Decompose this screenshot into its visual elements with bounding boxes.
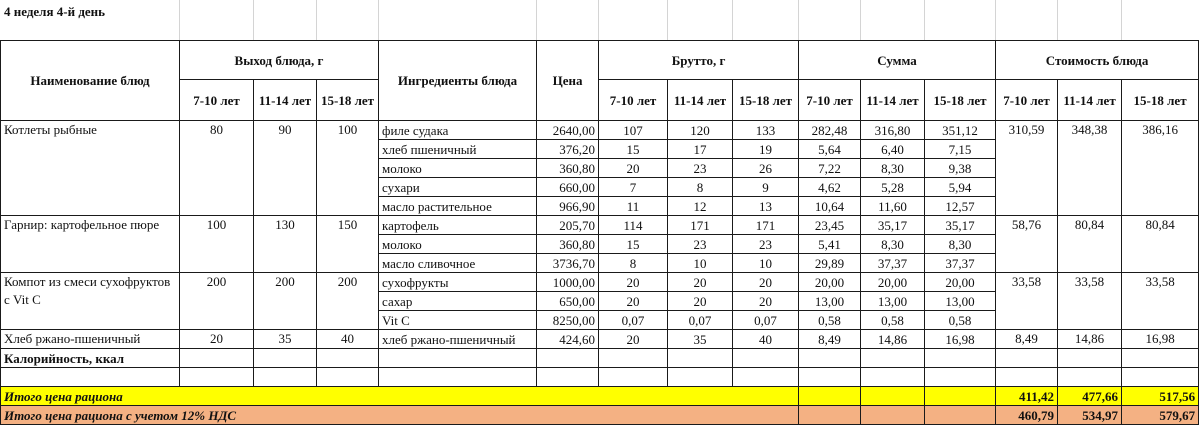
ingredient-price: 1000,00 [537,273,599,292]
dish-name: Котлеты рыбные [1,121,180,216]
calories-label: Калорийность, ккал [1,349,180,368]
brutto-value: 133 [733,121,799,140]
dish-name: Гарнир: картофельное пюре [1,216,180,273]
dish-cost: 310,59 [996,121,1058,216]
sum-value: 11,60 [861,197,925,216]
brutto-value: 20 [733,273,799,292]
header-age-15-18: 15-18 лет [925,80,996,121]
sum-value: 13,00 [861,292,925,311]
ingredient-name: филе судака [379,121,537,140]
dish-yield: 20 [180,330,254,349]
ingredient-price: 360,80 [537,159,599,178]
sum-value: 23,45 [799,216,861,235]
ingredient-name: хлеб ржано-пшеничный [379,330,537,349]
ingredient-price: 205,70 [537,216,599,235]
total-vat-label: Итого цена рациона с учетом 12% НДС [1,406,799,425]
ingredient-price: 3736,70 [537,254,599,273]
ingredient-name: картофель [379,216,537,235]
brutto-value: 20 [733,292,799,311]
total-row [1,387,1199,406]
brutto-value: 114 [599,216,668,235]
header-yield: Выход блюда, г [180,41,379,80]
empty-row [1,368,1199,387]
brutto-value: 15 [599,235,668,254]
brutto-value: 10 [668,254,733,273]
ingredient-price: 360,80 [537,235,599,254]
sum-value: 351,12 [925,121,996,140]
ingredient-name: сахар [379,292,537,311]
header-age-11-14: 11-14 лет [254,80,317,121]
header-dish-name: Наименование блюд [1,41,180,121]
menu-cost-table [0,40,1199,425]
ingredient-price: 424,60 [537,330,599,349]
sum-value: 5,41 [799,235,861,254]
sum-value: 20,00 [861,273,925,292]
sum-value: 9,38 [925,159,996,178]
sum-value: 20,00 [799,273,861,292]
sum-value: 35,17 [861,216,925,235]
brutto-value: 20 [599,159,668,178]
sum-value: 5,94 [925,178,996,197]
sum-value: 7,22 [799,159,861,178]
ingredient-price: 8250,00 [537,311,599,330]
dish-cost: 348,38 [1058,121,1122,216]
total-label: Итого цена рациона [1,387,799,406]
sum-value: 5,28 [861,178,925,197]
ingredient-name: сухари [379,178,537,197]
brutto-value: 23 [668,235,733,254]
table-body [1,121,1199,349]
brutto-value: 9 [733,178,799,197]
brutto-value: 8 [668,178,733,197]
ingredient-name: молоко [379,159,537,178]
sum-value: 282,48 [799,121,861,140]
sum-value: 0,58 [861,311,925,330]
brutto-value: 23 [733,235,799,254]
dish-yield: 80 [180,121,254,216]
brutto-value: 17 [668,140,733,159]
dish-cost: 80,84 [1122,216,1199,273]
brutto-value: 10 [733,254,799,273]
ingredient-name: Vit C [379,311,537,330]
dish-yield: 200 [180,273,254,330]
dish-cost: 33,58 [1058,273,1122,330]
header-age-7-10: 7-10 лет [996,80,1058,121]
sum-value: 8,30 [861,159,925,178]
header-cost: Стоимость блюда [996,41,1199,80]
brutto-value: 20 [599,330,668,349]
brutto-value: 107 [599,121,668,140]
table-row [1,330,1199,349]
brutto-value: 23 [668,159,733,178]
sum-value: 10,64 [799,197,861,216]
total-vat-value-11-14: 534,97 [1058,406,1122,425]
sum-value: 8,30 [861,235,925,254]
brutto-value: 171 [733,216,799,235]
brutto-value: 12 [668,197,733,216]
sum-value: 316,80 [861,121,925,140]
table-row [1,273,1199,292]
brutto-value: 20 [599,292,668,311]
dish-yield: 40 [317,330,379,349]
header-price: Цена [537,41,599,121]
dish-name: Хлеб ржано-пшеничный [1,330,180,349]
brutto-value: 8 [599,254,668,273]
brutto-value: 0,07 [733,311,799,330]
brutto-value: 19 [733,140,799,159]
sum-value: 35,17 [925,216,996,235]
ingredient-name: масло сливочное [379,254,537,273]
sum-value: 7,15 [925,140,996,159]
brutto-value: 20 [668,273,733,292]
sum-value: 37,37 [861,254,925,273]
total-vat-row [1,406,1199,425]
ingredient-name: сухофрукты [379,273,537,292]
brutto-value: 171 [668,216,733,235]
dish-yield: 90 [254,121,317,216]
dish-cost: 33,58 [996,273,1058,330]
brutto-value: 20 [599,273,668,292]
sum-value: 8,49 [799,330,861,349]
sum-value: 5,64 [799,140,861,159]
sum-value: 16,98 [925,330,996,349]
dish-yield: 150 [317,216,379,273]
brutto-value: 20 [668,292,733,311]
sum-value: 6,40 [861,140,925,159]
dish-yield: 100 [180,216,254,273]
total-vat-value-7-10: 460,79 [996,406,1058,425]
sum-value: 14,86 [861,330,925,349]
ingredient-price: 2640,00 [537,121,599,140]
brutto-value: 120 [668,121,733,140]
dish-cost: 14,86 [1058,330,1122,349]
sum-value: 20,00 [925,273,996,292]
ingredient-name: хлеб пшеничный [379,140,537,159]
ingredient-price: 966,90 [537,197,599,216]
header-age-7-10: 7-10 лет [599,80,668,121]
ingredient-price: 660,00 [537,178,599,197]
brutto-value: 7 [599,178,668,197]
total-value-15-18: 517,56 [1122,387,1199,406]
sum-value: 4,62 [799,178,861,197]
table-row [1,216,1199,235]
header-age-11-14: 11-14 лет [668,80,733,121]
sum-value: 0,58 [799,311,861,330]
dish-yield: 130 [254,216,317,273]
dish-cost: 8,49 [996,330,1058,349]
dish-cost: 16,98 [1122,330,1199,349]
sum-value: 0,58 [925,311,996,330]
dish-yield: 200 [254,273,317,330]
header-age-7-10: 7-10 лет [799,80,861,121]
ingredient-price: 376,20 [537,140,599,159]
brutto-value: 0,07 [668,311,733,330]
header-age-15-18: 15-18 лет [1122,80,1199,121]
header-age-7-10: 7-10 лет [180,80,254,121]
total-value-11-14: 477,66 [1058,387,1122,406]
sum-value: 13,00 [925,292,996,311]
ingredient-name: масло растительное [379,197,537,216]
header-age-15-18: 15-18 лет [733,80,799,121]
dish-cost: 58,76 [996,216,1058,273]
total-value-7-10: 411,42 [996,387,1058,406]
header-age-11-14: 11-14 лет [861,80,925,121]
dish-cost: 80,84 [1058,216,1122,273]
dish-cost: 33,58 [1122,273,1199,330]
header-brutto: Брутто, г [599,41,799,80]
header-age-15-18: 15-18 лет [317,80,379,121]
header-age-11-14: 11-14 лет [1058,80,1122,121]
brutto-value: 35 [668,330,733,349]
brutto-value: 0,07 [599,311,668,330]
sum-value: 13,00 [799,292,861,311]
table-row [1,121,1199,140]
calories-row [1,349,1199,368]
ingredient-name: молоко [379,235,537,254]
sum-value: 37,37 [925,254,996,273]
brutto-value: 26 [733,159,799,178]
dish-cost: 386,16 [1122,121,1199,216]
sheet-gridlines [0,0,1200,40]
dish-yield: 35 [254,330,317,349]
sheet-title: 4 неделя 4-й день [4,4,106,19]
sum-value: 12,57 [925,197,996,216]
header-ingredients: Ингредиенты блюда [379,41,537,121]
dish-yield: 200 [317,273,379,330]
brutto-value: 40 [733,330,799,349]
sum-value: 8,30 [925,235,996,254]
ingredient-price: 650,00 [537,292,599,311]
header-sum: Сумма [799,41,996,80]
brutto-value: 15 [599,140,668,159]
brutto-value: 11 [599,197,668,216]
brutto-value: 13 [733,197,799,216]
dish-name: Компот из смеси сухофруктов с Vit C [1,273,180,330]
dish-yield: 100 [317,121,379,216]
sum-value: 29,89 [799,254,861,273]
total-vat-value-15-18: 579,67 [1122,406,1199,425]
